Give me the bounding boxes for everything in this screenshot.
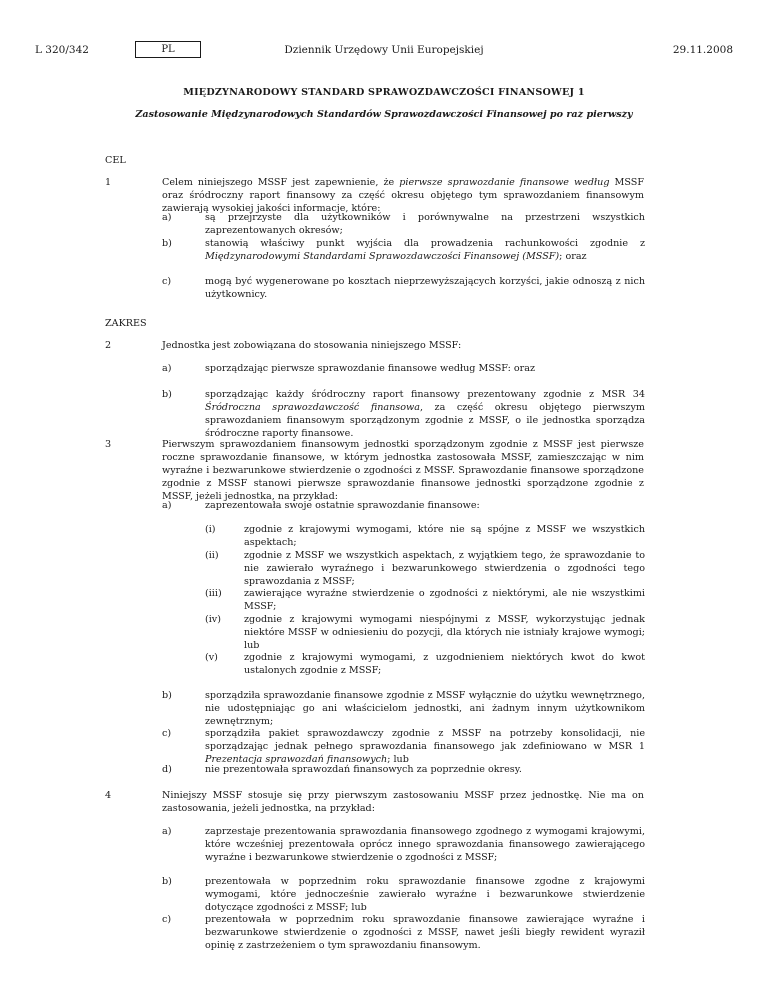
roman-label: (i)	[205, 524, 216, 535]
roman-item: zgodnie z krajowymi wymogami, które nie są spójne z MSSF we wszystkich aspektach;	[244, 524, 645, 548]
item-label: b)	[162, 690, 172, 701]
paragraph-text: MSSF oraz śródroczny raport finansowy za część okresu objętego tym sprawozdaniem finansowym zawierają wysokiej jakości informacje, które:	[162, 177, 644, 214]
item-text: sporządzając każdy śródroczny raport finansowy prezentowany zgodnie z MSR 34	[205, 389, 645, 400]
list-item: prezentowała w poprzednim roku sprawozdanie finansowe zgodne z krajowymi wymogami, które jednocześnie zawierało wyraźne i bezwarunkowe stwierdzenie dotyczące zgodności z MSSF; lub	[205, 876, 645, 913]
emphasis-text: Prezentacja sprawozdań finansowych	[205, 754, 388, 765]
item-label: c)	[162, 276, 172, 287]
item-text: ; lub	[387, 754, 409, 765]
emphasis-text: Śródroczna sprawozdawczość finansowa	[205, 402, 420, 413]
list-item: zaprezentowała swoje ostatnie sprawozdanie finansowe:	[205, 500, 480, 511]
item-label: a)	[162, 500, 172, 511]
paragraph-text: Celem niniejszego MSSF jest zapewnienie, że	[162, 177, 400, 188]
list-item: sporządzając pierwsze sprawozdanie finansowe według MSSF: oraz	[205, 363, 536, 374]
roman-item: zawierające wyraźne stwierdzenie o zgodności z niektórymi, ale nie wszystkimi MSSF;	[244, 588, 645, 612]
list-item: sporządziła sprawozdanie finansowe zgodnie z MSSF wyłącznie do użytku wewnętrznego, nie udostępniając go ani właścicielom jednostki, ani żadnym innym użytkownikom zewnętrznym;	[205, 690, 645, 727]
paragraph-number: 1	[105, 177, 112, 188]
language-badge: PL	[135, 41, 201, 58]
item-text: , za część okresu objętego pierwszym sprawozdaniem finansowym sporządzonym zgodnie z MSSF, o ile jednostka sporządza śródroczne raporty finansowe.	[205, 402, 645, 439]
journal-title: Dziennik Urzędowy Unii Europejskiej	[284, 44, 484, 56]
list-item: prezentowała w poprzednim roku sprawozdanie finansowe zawierające wyraźne i bezwarunkowe stwierdzenie o zgodności z MSSF, nawet jeśli biegły rewident wyraził opinię z zastrzeżeniem o tym sprawozdaniu finansowym.	[205, 914, 645, 951]
publication-date: 29.11.2008	[672, 44, 733, 56]
page-reference: L 320/342	[35, 44, 89, 56]
item-label: c)	[162, 728, 172, 739]
item-text: sporządziła pakiet sprawozdawczy zgodnie z MSSF na potrzeby konsolidacji, nie sporządzając jednak pełnego sprawozdania finansowego jak zdefiniowano w MSR 1	[205, 728, 645, 752]
item-label: a)	[162, 363, 172, 374]
paragraph-number: 2	[105, 340, 112, 351]
paragraph-number: 3	[105, 439, 112, 450]
item-label: b)	[162, 238, 172, 249]
list-item: nie prezentowała sprawozdań finansowych za poprzednie okresy.	[205, 764, 522, 775]
item-label: a)	[162, 212, 172, 223]
list-item: są przejrzyste dla użytkowników i porównywalne na przestrzeni wszystkich zaprezentowanych okresów;	[205, 212, 645, 236]
list-item	[205, 727, 645, 766]
list-item	[205, 388, 645, 440]
emphasis-text: Międzynarodowymi Standardami Sprawozdawczości Finansowej (MSSF)	[205, 251, 560, 262]
list-item: mogą być wygenerowane po kosztach nieprzewyższających korzyści, jakie odnoszą z nich użytkownicy.	[205, 276, 645, 300]
document-subtitle: Zastosowanie Międzynarodowych Standardów Sprawozdawczości Finansowej po raz pierwszy	[135, 109, 633, 120]
item-label: d)	[162, 764, 172, 775]
emphasis-text: pierwsze sprawozdanie finansowe według	[399, 177, 610, 188]
document-title: MIĘDZYNARODOWY STANDARD SPRAWOZDAWCZOŚCI FINANSOWEJ 1	[183, 87, 585, 98]
paragraph-4: Niniejszy MSSF stosuje się przy pierwszym zastosowaniu MSSF przez jednostkę. Nie ma on zastosowania, jeżeli jednostka, na przykład:	[162, 790, 644, 814]
paragraph-2: Jednostka jest zobowiązana do stosowania niniejszego MSSF:	[162, 340, 462, 351]
paragraph-3: Pierwszym sprawozdaniem finansowym jednostki sporządzonym zgodnie z MSSF jest pierwsze roczne sprawozdanie finansowe, w którym jednostka zastosowała MSSF, zamieszczając w nim wyraźne i bezwarunkowe stwierdzenie o zgodności z MSSF. Sprawozdanie finansowe sporządzone zgodnie z MSSF stanowi pierwsze sprawozdanie finansowe jednostki sporządzone zgodnie z MSSF, jeżeli jednostka, na przykład:	[162, 439, 644, 502]
list-item: zaprzestaje prezentowania sprawozdania finansowego zgodnego z wymogami krajowymi, które wcześniej prezentowała oprócz innego sprawozdania finansowego zawierającego wyraźne i bezwarunkowe stwierdzenie o zgodności z MSSF;	[205, 826, 645, 863]
item-text: stanowią właściwy punkt wyjścia dla prowadzenia rachunkowości zgodnie z	[205, 238, 645, 249]
roman-item: zgodnie z krajowymi wymogami, z uzgodnieniem niektórych kwot do kwot ustalonych zgodnie z MSSF;	[244, 652, 645, 676]
item-text: ; oraz	[559, 251, 587, 262]
roman-label: (v)	[205, 652, 218, 663]
list-item	[205, 237, 645, 263]
item-label: a)	[162, 826, 172, 837]
page-header	[35, 44, 733, 60]
roman-item: zgodnie z krajowymi wymogami niespójnymi z MSSF, wykorzystując jednak niektóre MSSF w odniesieniu do pozycji, dla których nie istniały krajowe wymogi; lub	[244, 614, 645, 651]
roman-label: (iv)	[205, 614, 221, 625]
section-heading-zakres: ZAKRES	[105, 318, 147, 329]
item-label: c)	[162, 914, 172, 925]
paragraph-1	[162, 176, 644, 215]
roman-item: zgodnie z MSSF we wszystkich aspektach, z wyjątkiem tego, że sprawozdanie to nie zawierało wyraźnego i bezwarunkowego stwierdzenia o zgodności tego sprawozdania z MSSF;	[244, 550, 645, 587]
roman-label: (iii)	[205, 588, 222, 599]
item-label: b)	[162, 389, 172, 400]
section-heading-cel: CEL	[105, 155, 126, 166]
item-label: b)	[162, 876, 172, 887]
paragraph-number: 4	[105, 790, 112, 801]
roman-label: (ii)	[205, 550, 219, 561]
